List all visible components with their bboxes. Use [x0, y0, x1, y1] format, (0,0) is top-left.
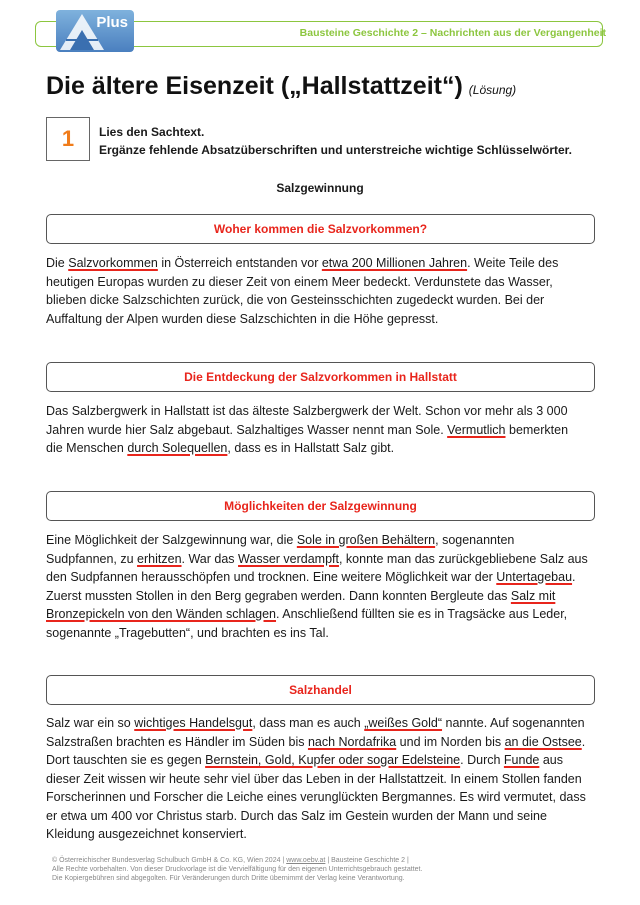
section-heading-3: Möglichkeiten der Salzgewinnung — [46, 491, 595, 521]
paragraph-1 — [46, 254, 606, 328]
paragraph-2 — [46, 402, 606, 458]
text-line: Forscherinnen und Forscher die Leiche eines verunglückten Bergmannes. Es wird vermutet, dass — [46, 790, 586, 804]
page-title-main: Die ältere Eisenzeit („Hallstattzeit“) — [46, 72, 463, 100]
text-line: Zuerst mussten Stollen in den Berg gegraben werden. Dann konnten Bergleute das Salz mit — [46, 588, 556, 603]
page-title — [46, 72, 516, 101]
footer-line-3: Die Kopiergebühren sind abgegolten. Für Veränderungen durch Dritte übernimmt der Verlag keine Verantwortung. — [52, 875, 405, 882]
keyword-underline: etwa 200 Millionen Jahren — [321, 256, 468, 270]
text-line: er etwa um 400 vor Christus starb. Durch das Salz im Gestein wurden der Mann und seine — [46, 808, 547, 823]
section-heading-2: Die Entdeckung der Salzvorkommen in Hallstatt — [46, 362, 595, 392]
keyword-underline: Funde — [503, 753, 540, 767]
paragraph-4 — [46, 714, 606, 844]
keyword-underline: Salzvorkommen — [68, 256, 158, 270]
footer — [52, 856, 422, 883]
keyword-underline: wichtiges Handelsgut — [134, 716, 253, 730]
text-line: Die Salzvorkommen in Österreich entstanden vor etwa 200 Millionen Jahren. Weite Teile des — [46, 256, 559, 270]
text-line: sogenannte „Tragebutten“, und brachten es ins Tal. — [46, 625, 329, 640]
keyword-underline: erhitzen — [137, 551, 182, 566]
footer-line-2: Alle Rechte vorbehalten. Von dieser Druckvorlage ist die Vervielfältigung für den eigenen Unterrichtsgebrauch gestattet. — [52, 866, 423, 873]
task-number-box — [46, 117, 90, 161]
keyword-underline: nach Nordafrika — [307, 734, 397, 749]
task-number: 1 — [61, 126, 75, 151]
keyword-underline: Vermutlich — [447, 422, 506, 437]
text-line: Jahren wurde hier Salz abgebaut. Salzhaltiges Wasser nennt man Sole. Vermutlich bemerkten — [46, 422, 569, 437]
paragraph-3 — [46, 531, 606, 642]
keyword-underline: Wasser verdampft — [238, 551, 339, 566]
text-line: den Sudpfannen herausschöpfen und trocknen. Eine weitere Möglichkeit war der Untertagebau. — [46, 570, 576, 584]
keyword-underline: an die Ostsee — [504, 734, 582, 749]
section-heading-1: Woher kommen die Salzvorkommen? — [46, 214, 595, 244]
text-line: heutigen Europas wurden zu dieser Zeit von einem Meer bedeckt. Verdunstete das Wasser, — [46, 274, 553, 289]
text-line: dieser Zeit wissen wir heute sehr viel über das Leben in der Hallstattzeit. In einem Stollen fanden — [46, 771, 582, 786]
keyword-underline: „weißes Gold“ — [364, 716, 443, 730]
keyword-underline: Bernstein, Gold, Kupfer oder sogar Edelsteine — [205, 753, 461, 767]
section-title: Salzgewinnung — [276, 181, 364, 195]
keyword-underline: Salz mit — [510, 588, 556, 603]
text-line: Eine Möglichkeit der Salzgewinnung war, die Sole in großen Behältern, sogenannten — [46, 533, 515, 547]
footer-book: | Bausteine Geschichte 2 | — [325, 857, 409, 864]
footer-copyright: © Österreichischer Bundesverlag Schulbuch GmbH & Co. KG, Wien 2024 | — [52, 857, 287, 864]
keyword-underline: Sole in großen Behältern — [296, 533, 436, 547]
page-title-sub: (Lösung) — [468, 83, 517, 97]
text-line: Sudpfannen, zu erhitzen. War das Wasser verdampft, konnte man das zurückgebliebene Salz aus — [46, 551, 588, 566]
task-instructions — [99, 123, 572, 159]
text-line: Auffaltung der Alpen wurden diese Salzschichten in die Höhe gepresst. — [46, 311, 439, 326]
text-line: die Menschen durch Solequellen, dass es in Hallstatt Salz gibt. — [46, 441, 395, 455]
text-line: Salzstraßen brachten es Händler im Süden bis nach Nordafrika und im Norden bis an die Ostsee. — [46, 734, 586, 749]
text-line: Das Salzbergwerk in Hallstatt ist das älteste Salzbergwerk der Welt. Schon vor mehr als 3 000 — [46, 404, 568, 418]
keyword-underline: Untertagebau — [496, 570, 573, 584]
keyword-underline: Bronzepickeln von den Wänden schlagen — [46, 607, 277, 621]
text-line: Bronzepickeln von den Wänden schlagen. Anschließend füllten sie es in Tragsäcke aus Leder, — [46, 607, 568, 621]
task-line-2: Ergänze fehlende Absatzüberschriften und unterstreiche wichtige Schlüsselwörter. — [99, 143, 572, 157]
logo-text: Plus — [96, 14, 128, 31]
text-line: blieben dicke Salzschichten zurück, die von Gesteinsschichten zugedeckt wurden. Bei der — [46, 293, 545, 307]
footer-line-1 — [52, 856, 422, 865]
footer-link[interactable]: www.oebv.at — [286, 857, 326, 864]
text-line: Dort tauschten sie es gegen Bernstein, Gold, Kupfer oder sogar Edelsteine. Durch Funde aus — [46, 753, 563, 767]
keyword-underline: durch Solequellen — [127, 441, 228, 455]
text-line: Salz war ein so wichtiges Handelsgut, dass man es auch „weißes Gold“ nannte. Auf sogenannten — [46, 716, 585, 730]
series-title: Bausteine Geschichte 2 – Nachrichten aus der Vergangenheit — [299, 27, 606, 39]
task-line-1: Lies den Sachtext. — [99, 125, 205, 139]
publisher-logo — [56, 10, 134, 52]
section-heading-4: Salzhandel — [46, 675, 595, 705]
text-line: Kleidung ausgezeichnet konserviert. — [46, 827, 247, 841]
